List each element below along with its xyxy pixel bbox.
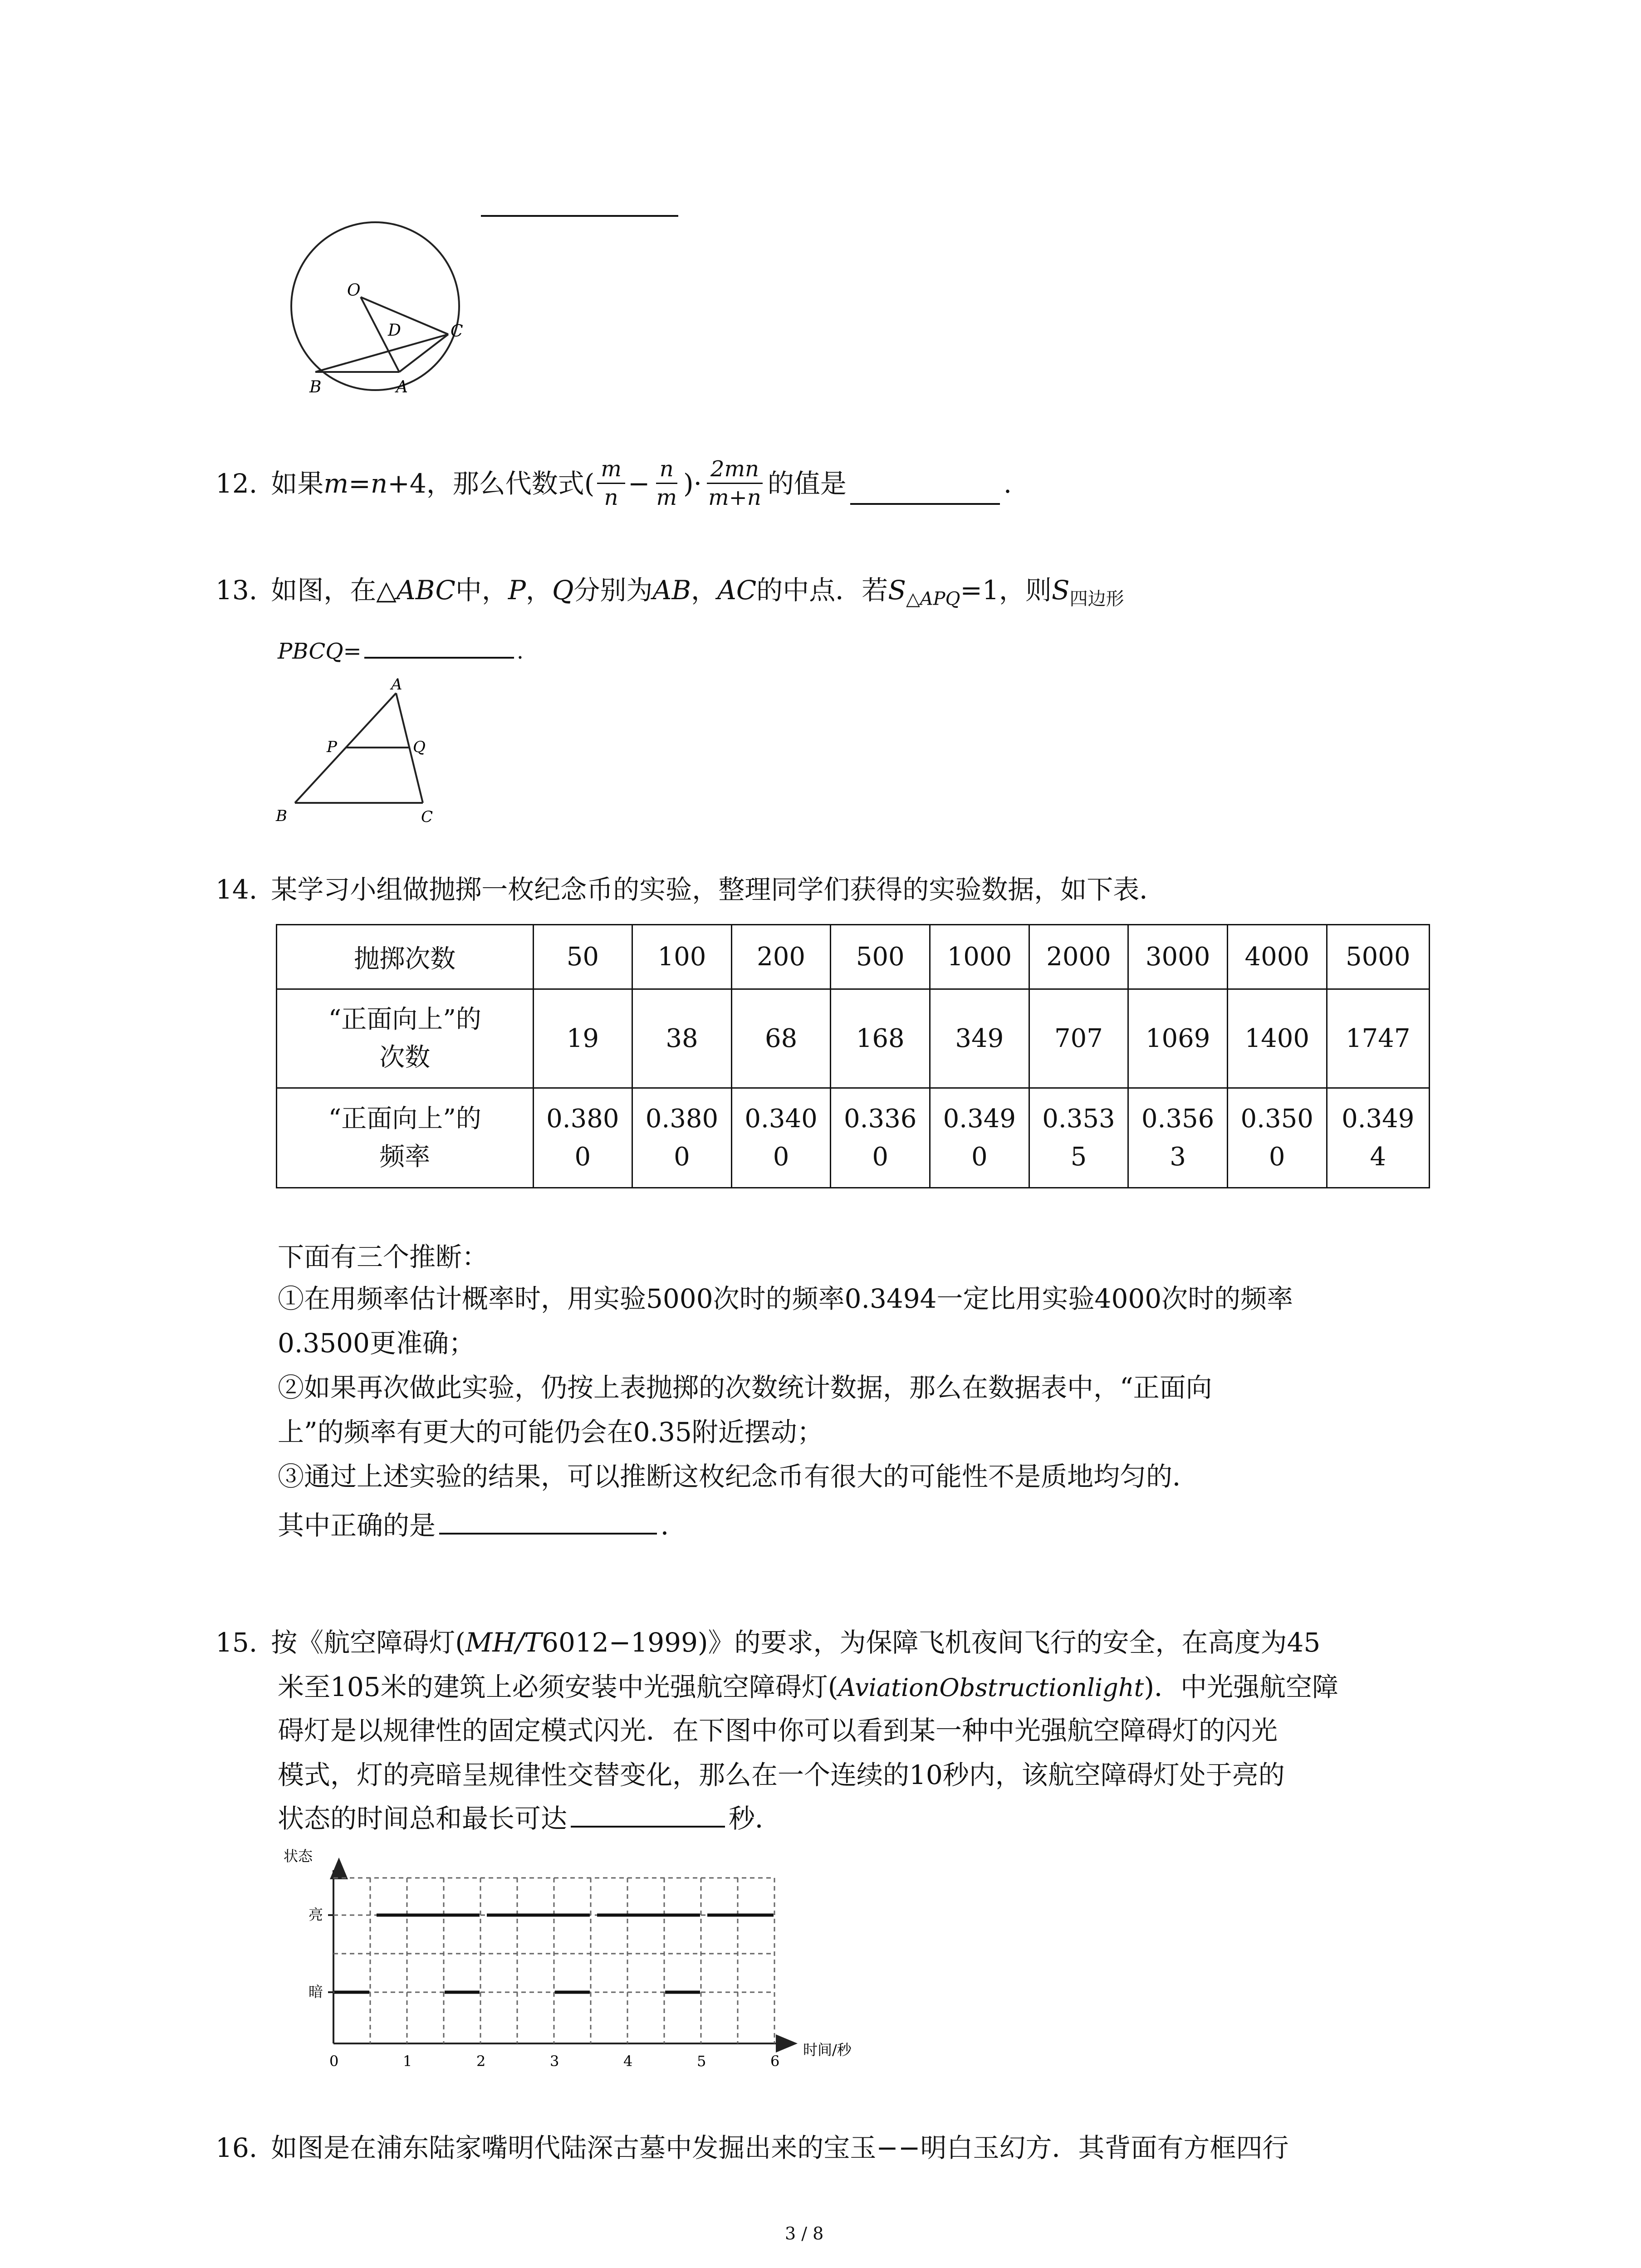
q11-segment-ac	[399, 334, 448, 372]
q11-label-b: B	[309, 378, 322, 396]
q13-answer-blank[interactable]	[364, 655, 514, 659]
q14-header-throws: 抛掷次数	[277, 925, 534, 989]
q12-text-plus: +4，那么代数式(	[387, 468, 595, 499]
q15-l5a: 状态的时间总和最长可达	[278, 1803, 568, 1834]
q14-stem	[216, 876, 1166, 903]
q16-text: 如图是在浦东陆家嘴明代陆深古墓中发掘出来的宝玉−−明白玉幻方．其背面有方框四行	[271, 2132, 1289, 2163]
q15-grid	[333, 1878, 774, 2043]
table-cell: 1069	[1128, 989, 1228, 1088]
freq-digits: 0.349	[1342, 1104, 1415, 1134]
freq-digits: 5	[1070, 1142, 1087, 1172]
page-number: 3 / 8	[785, 2224, 824, 2244]
q15-number: 15.	[216, 1627, 258, 1658]
table-cell: 4000	[1227, 925, 1327, 989]
q12-frac2-num: n	[656, 458, 677, 484]
q11-label-d: D	[388, 321, 401, 340]
table-cell	[731, 1088, 831, 1188]
table-cell	[930, 1088, 1029, 1188]
q14-row-throws	[277, 925, 1430, 989]
q15-line4: 模式，灯的亮暗呈规律性交替变化，那么在一个连续的10秒内，该航空障碍灯处于亮的	[278, 1760, 1285, 1790]
q12-text-pre: 如果	[271, 468, 324, 499]
table-cell: 349	[930, 989, 1029, 1088]
q12-minus: −	[627, 468, 650, 499]
q14-header-freq-l2: 频率	[379, 1142, 431, 1172]
q13-line2	[278, 640, 524, 662]
freq-digits: 3	[1170, 1142, 1186, 1172]
q12-var-n: n	[370, 468, 388, 499]
freq-digits: 0.380	[645, 1104, 719, 1134]
freq-digits: 0	[674, 1142, 690, 1172]
q13-line1	[216, 577, 1124, 608]
q14-statement-1-l1: ①在用频率估计概率时，用实验5000次时的频率0.3494一定比用实验4000次时的频率	[278, 1283, 1293, 1314]
q15-l2a: 米至105米的建筑上必须安装中光强航空障碍灯(	[278, 1672, 838, 1702]
freq-digits: 0.340	[745, 1104, 818, 1134]
q13-p: P	[508, 575, 526, 606]
q14-end: ．	[661, 1510, 687, 1541]
q15-x-tick-label: 5	[697, 2053, 706, 2070]
q15-answer-blank[interactable]	[571, 1824, 725, 1828]
q13-abc: ABC	[396, 575, 456, 606]
q14-header-heads-l2: 次数	[379, 1042, 431, 1072]
q12-frac1-num: m	[597, 458, 625, 484]
q14-statement-3: ③通过上述实验的结果，可以推断这枚纪念币有很大的可能性不是质地均匀的．	[278, 1461, 1199, 1492]
q12-eq: =	[348, 468, 371, 499]
q15-x-tick-label: 0	[329, 2053, 339, 2070]
q14-statement-2-l2: 上”的频率有更大的可能仍会在0.35附近摆动；	[278, 1417, 823, 1447]
q13-text-c: 分别为	[573, 575, 653, 606]
q15-line3: 碍灯是以规律性的固定模式闪光．在下图中你可以看到某一种中光强航空障碍灯的闪光	[278, 1715, 1278, 1746]
q14-answer-blank[interactable]	[439, 1531, 657, 1535]
q13-comma: ，	[525, 575, 552, 606]
q13-label-q: Q	[413, 738, 426, 756]
table-cell: 1400	[1227, 989, 1327, 1088]
table-cell: 1747	[1327, 989, 1429, 1088]
q11-label-o: O	[347, 281, 361, 300]
freq-digits: 0.353	[1042, 1104, 1115, 1134]
q15-l2b: )．中光强航空障	[1144, 1672, 1338, 1702]
q13-q: Q	[552, 575, 574, 606]
table-cell	[831, 1088, 930, 1188]
freq-digits: 0.380	[546, 1104, 619, 1134]
q14-header-freq-l1: “正面向上”的	[328, 1104, 481, 1134]
q12-dot: )·	[683, 468, 702, 499]
q15-l1b: 6012−1999)》的要求，为保障飞机夜间飞行的安全，在高度为45	[542, 1627, 1321, 1658]
freq-digits: 0	[872, 1142, 889, 1172]
q12-var-m: m	[323, 468, 349, 499]
freq-digits: 0	[1269, 1142, 1285, 1172]
q12-fraction-2mn-over-mpn	[705, 458, 765, 508]
q13-text-d: 的中点．若	[756, 575, 888, 606]
q15-x-tick-label: 2	[476, 2053, 486, 2070]
q12-answer-blank[interactable]	[850, 501, 1000, 505]
q11-circle-figure	[268, 218, 504, 399]
table-cell: 100	[632, 925, 732, 989]
q15-x-tick-label: 1	[403, 2053, 412, 2070]
table-cell: 38	[632, 989, 732, 1088]
q12-line	[216, 458, 1012, 508]
q13-sub-quad: 四边形	[1069, 588, 1124, 610]
q13-label-a: A	[391, 676, 402, 694]
q11-label-c: C	[451, 322, 463, 341]
q14-number: 14.	[216, 874, 258, 905]
q13-triangle-figure	[268, 676, 458, 830]
table-cell	[1029, 1088, 1128, 1188]
table-cell: 707	[1029, 989, 1128, 1088]
q11-label-a: A	[396, 378, 408, 396]
q13-number: 13.	[216, 575, 258, 606]
table-cell: 500	[831, 925, 930, 989]
q15-flash-pattern-graph	[272, 1844, 862, 2080]
table-cell: 50	[533, 925, 632, 989]
q11-segment-oc	[361, 297, 448, 334]
q15-english-term: AviationObstructionlight	[838, 1673, 1144, 1702]
q12-text-post: 的值是	[767, 468, 847, 499]
q13-ac: AC	[717, 575, 757, 606]
q11-answer-blank[interactable]	[481, 213, 678, 217]
q12-frac3-den: m+n	[708, 485, 761, 510]
table-cell	[1327, 1088, 1429, 1188]
q15-y-label-on: 亮	[309, 1906, 323, 1923]
q13-sub-apq: △APQ	[906, 588, 960, 610]
table-cell	[1227, 1088, 1327, 1188]
freq-digits: 0.349	[943, 1104, 1016, 1134]
q15-code: MH/T	[465, 1627, 542, 1658]
q13-s2: S	[1051, 575, 1070, 606]
freq-digits: 0.356	[1141, 1104, 1215, 1134]
q13-text-b: 中，	[455, 575, 508, 606]
q14-frequency-table	[276, 924, 1430, 1188]
q11-circle	[291, 222, 459, 390]
q12-fraction-m-over-n	[597, 458, 625, 508]
q13-eq2: =	[343, 639, 362, 664]
q13-pbcq: PBCQ	[278, 639, 343, 664]
table-cell: 200	[731, 925, 831, 989]
table-cell	[1128, 1088, 1228, 1188]
q13-label-c: C	[421, 808, 433, 826]
q12-frac1-den: n	[604, 485, 618, 510]
q15-x-tick-label: 4	[623, 2053, 633, 2070]
q13-label-b: B	[276, 807, 287, 825]
q16-number: 16.	[216, 2132, 258, 2163]
q15-line5	[278, 1805, 781, 1832]
q12-fraction-n-over-m	[653, 458, 681, 508]
q14-statement-2-l1: ②如果再次做此实验，仍按上表抛掷的次数统计数据，那么在数据表中，“正面向	[278, 1372, 1212, 1403]
q15-line2	[278, 1674, 1338, 1700]
freq-digits: 0	[971, 1142, 988, 1172]
q12-number: 12.	[216, 468, 258, 499]
q14-header-heads-l1: “正面向上”的	[328, 1004, 481, 1034]
q15-line1	[216, 1629, 1320, 1656]
q15-y-axis-title: 状态	[284, 1848, 313, 1865]
q13-comma2: ，	[691, 575, 717, 606]
table-cell: 3000	[1128, 925, 1228, 989]
q14-header-frequency	[277, 1088, 534, 1188]
q14-row-frequency	[277, 1088, 1430, 1188]
q13-label-p: P	[327, 738, 337, 756]
q15-x-tick-label: 3	[550, 2053, 559, 2070]
q15-y-label-off: 暗	[309, 1983, 323, 2000]
q14-text: 某学习小组做抛掷一枚纪念币的实验，整理同学们获得的实验数据，如下表．	[271, 874, 1166, 905]
q14-intro: 下面有三个推断：	[278, 1242, 489, 1272]
q12-frac3-num: 2mn	[707, 458, 763, 484]
table-cell: 5000	[1327, 925, 1429, 989]
q14-statement-1-l2: 0.3500更准确；	[278, 1328, 475, 1359]
q16-line1	[216, 2132, 1289, 2163]
q15-x-tick-label: 6	[770, 2053, 780, 2070]
table-cell	[533, 1088, 632, 1188]
q14-conclusion-line	[278, 1512, 687, 1539]
q12-end: .	[1003, 468, 1012, 499]
q15-l1a: 按《航空障碍灯(	[271, 1627, 465, 1658]
table-cell: 2000	[1029, 925, 1128, 989]
freq-digits: 0.350	[1240, 1104, 1313, 1134]
q14-conclusion: 其中正确的是	[278, 1510, 436, 1541]
table-cell	[632, 1088, 732, 1188]
freq-digits: 0	[574, 1142, 591, 1172]
q12-frac2-den: m	[656, 485, 677, 510]
freq-digits: 0	[773, 1142, 789, 1172]
table-cell: 68	[731, 989, 831, 1088]
q13-end: .	[516, 639, 524, 664]
table-cell: 19	[533, 989, 632, 1088]
table-cell: 1000	[930, 925, 1029, 989]
q14-header-heads	[277, 989, 534, 1088]
q14-row-heads	[277, 989, 1430, 1088]
q15-l5b: 秒．	[729, 1803, 782, 1834]
q13-s: S	[888, 575, 906, 606]
freq-digits: 0.336	[844, 1104, 917, 1134]
q13-text-a: 如图，在△	[271, 575, 397, 606]
freq-digits: 4	[1370, 1142, 1386, 1172]
q13-text-e: =1，则	[960, 575, 1052, 606]
q13-ab: AB	[652, 575, 691, 606]
q15-x-axis-title: 时间/秒	[803, 2041, 852, 2058]
table-cell: 168	[831, 989, 930, 1088]
